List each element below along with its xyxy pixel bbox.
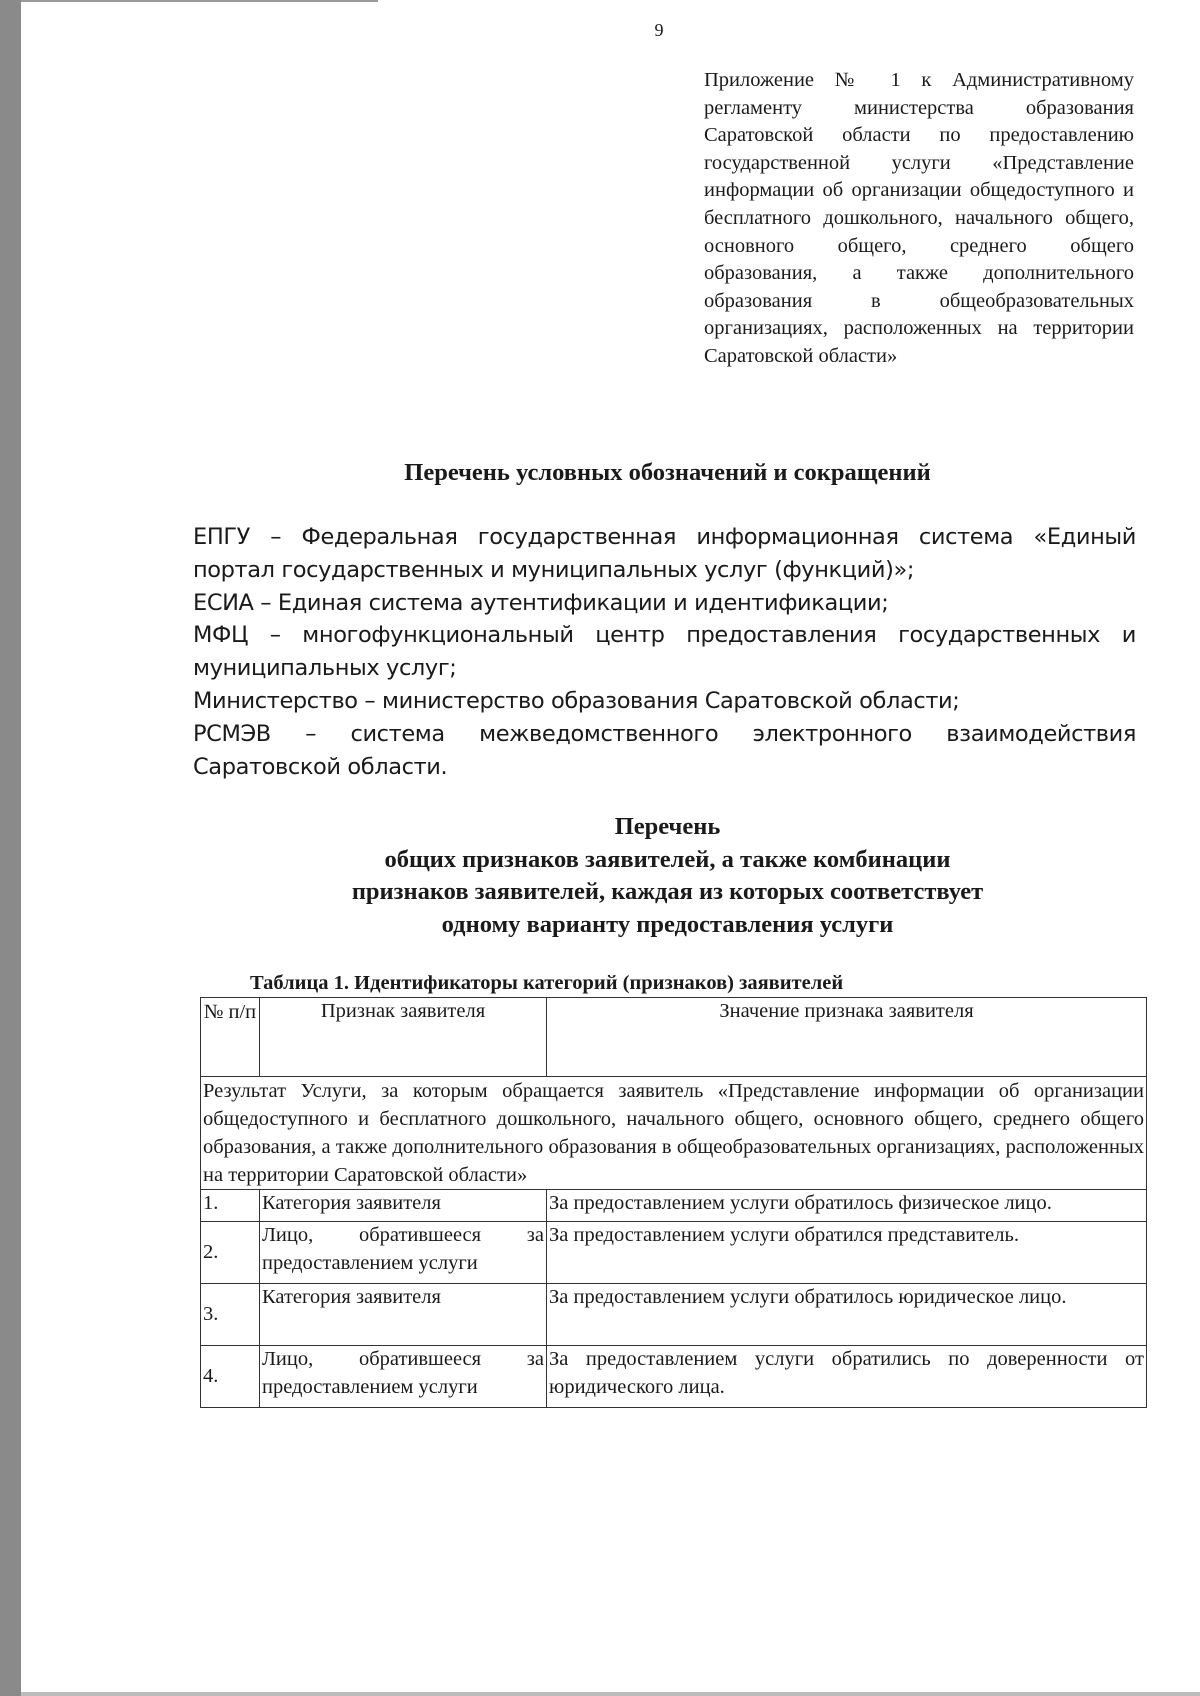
- table-row: [201, 1346, 1147, 1408]
- abbreviation-mfc: МФЦ – многофункциональный центр предоставления государственных и муниципальных услуг;: [193, 622, 1136, 682]
- row-number: 3.: [201, 1284, 260, 1346]
- table-row: [201, 1222, 1147, 1284]
- abbreviations-title: Перечень условных обозначений и сокращений: [404, 459, 931, 486]
- row-number: 2.: [201, 1222, 260, 1284]
- page-number: 9: [654, 20, 664, 40]
- abbreviations-list: [193, 521, 1136, 783]
- criteria-title: [200, 811, 1135, 941]
- abbreviation-rsmev: РСМЭВ – система межведомственного электронного взаимодействия Саратовской области.: [193, 720, 1136, 780]
- abbreviation-ministry: Министерство – министерство образования Саратовской области;: [193, 687, 960, 714]
- table-result-row: [201, 1077, 1147, 1190]
- row-attribute: Категория заявителя: [260, 1190, 547, 1222]
- row-attribute: Категория заявителя: [260, 1284, 547, 1346]
- abbreviation-epgu: ЕПГУ – Федеральная государственная информационная система «Единый портал государственных и муниципальных услуг (функций)»;: [193, 524, 1136, 583]
- criteria-title-line: признаков заявителей, каждая из которых соответствует: [351, 878, 984, 905]
- header-number: № п/п: [201, 998, 260, 1077]
- criteria-title-line: Перечень: [614, 813, 721, 840]
- table-row: [201, 1284, 1147, 1346]
- table-row: [201, 1190, 1147, 1222]
- row-attribute: Лицо, обратившееся за предоставлением услуги: [260, 1346, 547, 1408]
- scan-bottom-edge: [21, 1692, 1200, 1696]
- result-cell: Результат Услуги, за которым обращается заявитель «Представление информации об организации общедоступного и бесплатного дошкольного, начального общего, основного общего, среднего общего образования, а также дополнительного образования в общеобразовательных организациях, расположенных на территории Саратовской области»: [201, 1077, 1147, 1190]
- row-value: За предоставлением услуги обратилось физическое лицо.: [547, 1190, 1147, 1222]
- row-number: 1.: [201, 1190, 260, 1222]
- appendix-note: Приложение № 1 к Административному регламенту министерства образования Саратовской области по предоставлению государственной услуги «Представление информации об организации общедоступного и бесплатного дошкольного, начального общего, основного общего, среднего общего образования, а также дополнительного образования в общеобразовательных организациях, расположенных на территории Саратовской области»: [704, 69, 1134, 367]
- applicant-categories-table: [200, 997, 1147, 1408]
- table-caption: Таблица 1. Идентификаторы категорий (признаков) заявителей: [250, 972, 844, 994]
- header-value: Значение признака заявителя: [547, 998, 1147, 1077]
- table-header-row: [201, 998, 1147, 1077]
- header-attribute: Признак заявителя: [260, 998, 547, 1077]
- row-attribute: Лицо, обратившееся за предоставлением услуги: [260, 1222, 547, 1284]
- row-value: За предоставлением услуги обратилось юридическое лицо.: [547, 1284, 1147, 1346]
- row-number: 4.: [201, 1346, 260, 1408]
- criteria-title-line: одному варианту предоставления услуги: [441, 910, 894, 938]
- criteria-title-line: общих признаков заявителей, а также комбинации: [384, 845, 951, 873]
- scan-top-edge: [21, 0, 378, 2]
- row-value: За предоставлением услуги обратились по доверенности от юридического лица.: [547, 1346, 1147, 1408]
- abbreviation-esia: ЕСИА – Единая система аутентификации и идентификации;: [193, 589, 889, 616]
- scan-left-edge: [0, 0, 21, 1696]
- row-value: За предоставлением услуги обратился представитель.: [547, 1222, 1147, 1284]
